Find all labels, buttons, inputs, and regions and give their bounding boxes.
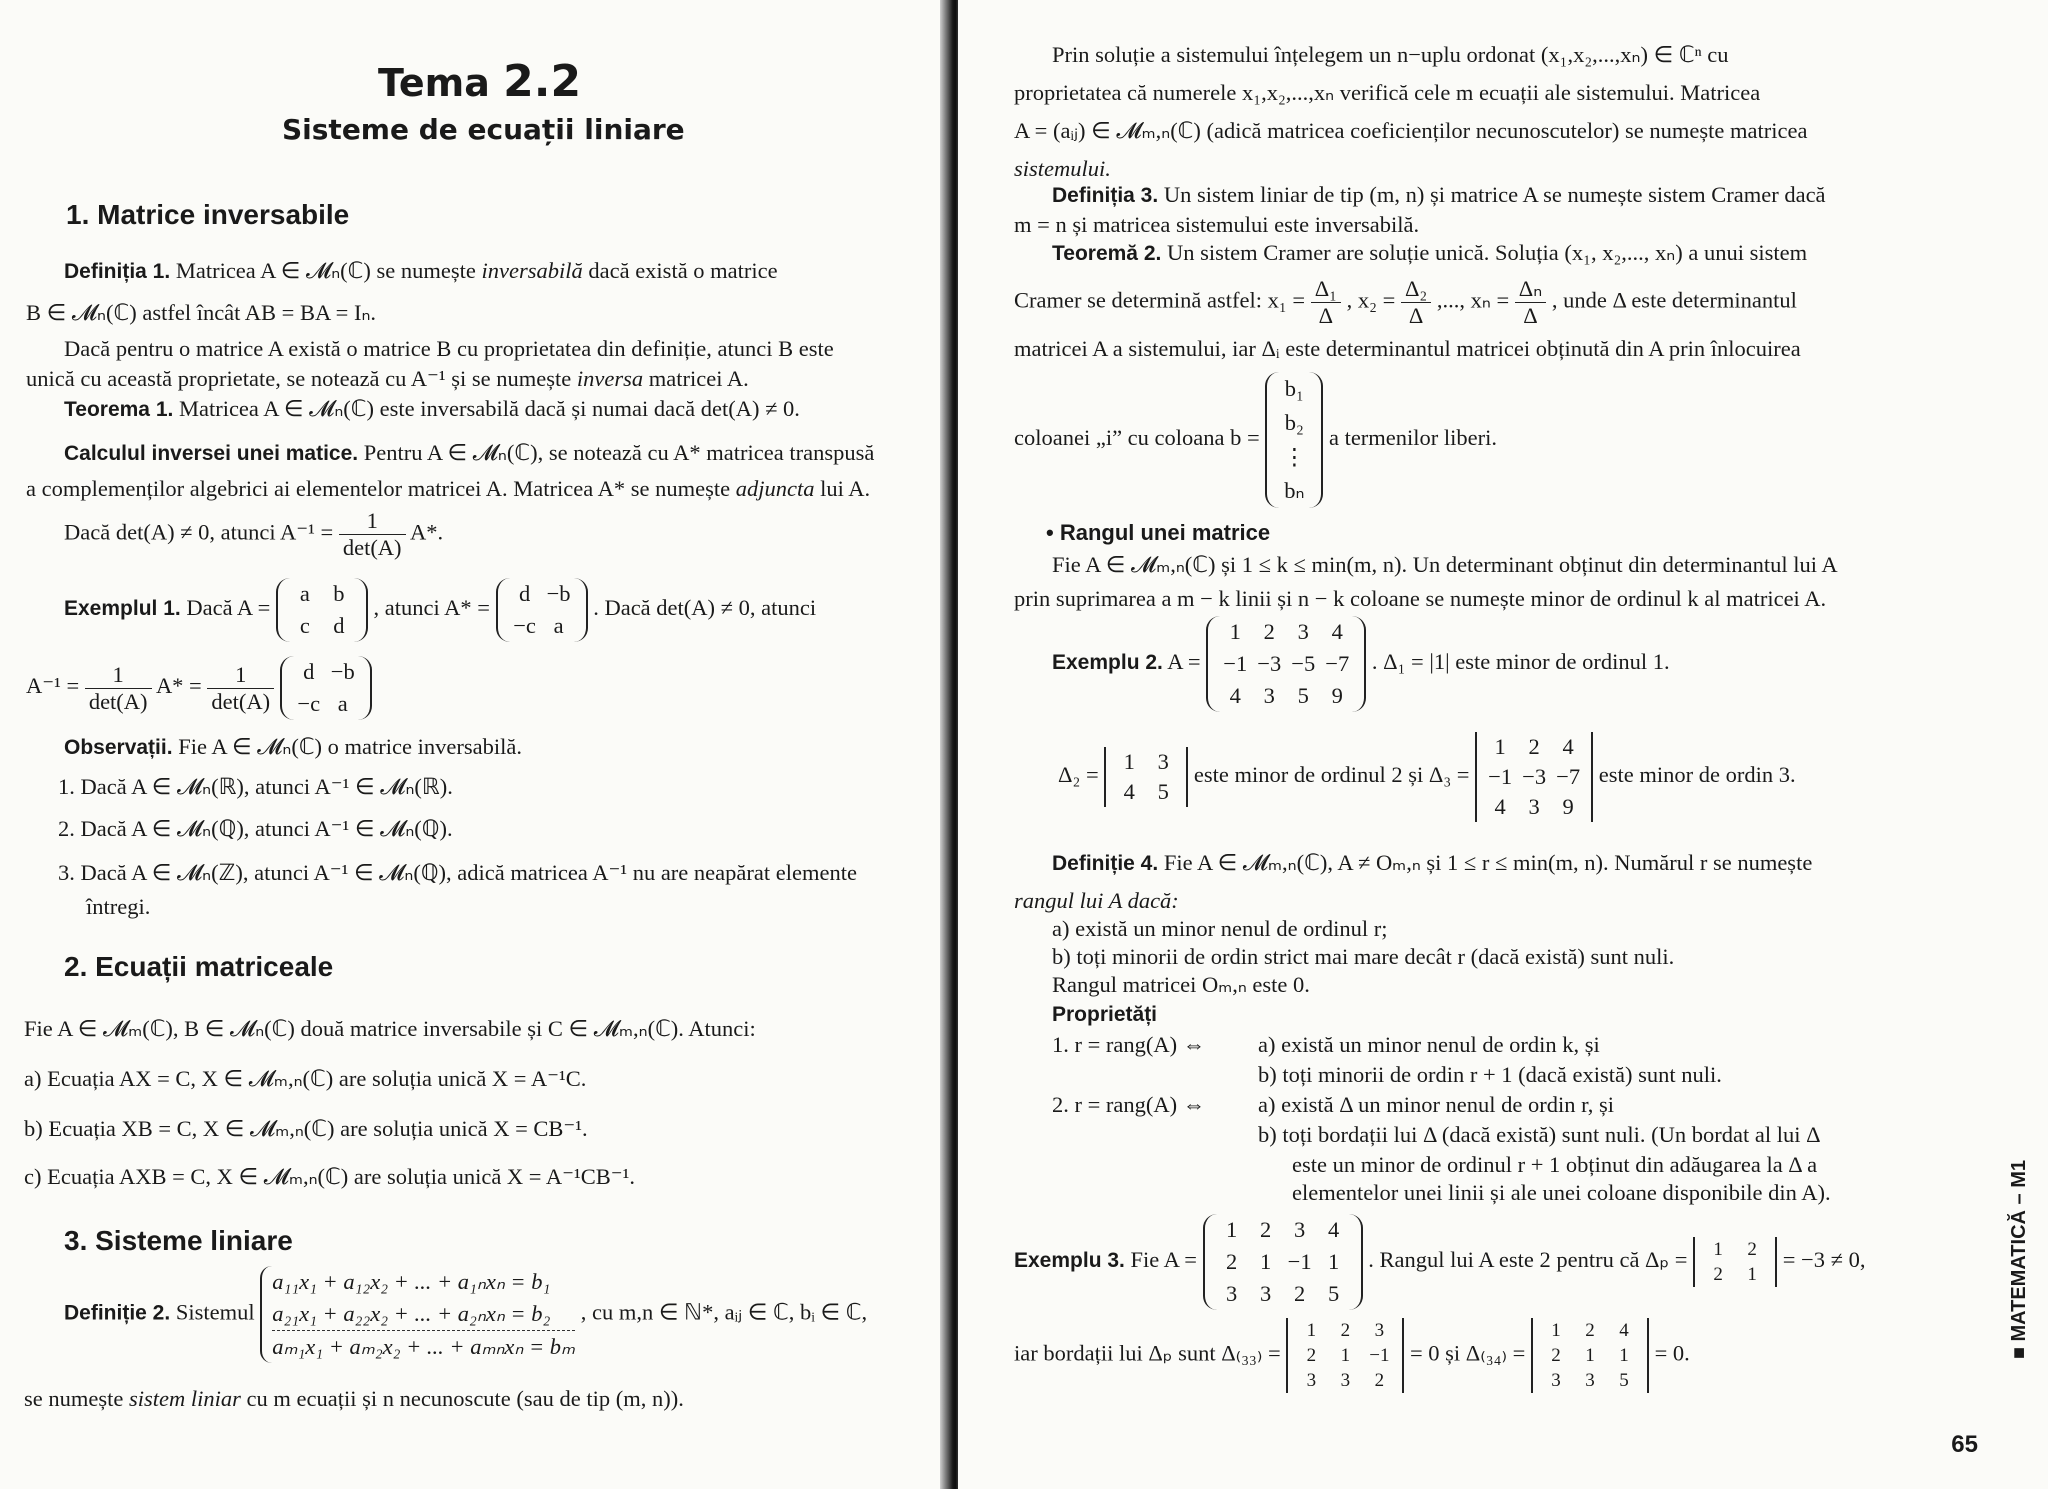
matrix-cell: 5 <box>1157 779 1169 804</box>
definition-4-text: Fie A ∈ 𝓜ₘ,ₙ(ℂ), A ≠ Oₘ,ₙ și 1 ≤ r ≤ min(m, n). Numărul r se numește <box>1163 850 1813 875</box>
matrix-cell: 5 <box>1297 683 1309 708</box>
matrix-cell: −7 <box>1556 764 1581 789</box>
observations-label: Observații. <box>64 736 173 759</box>
matrix-cell: 1 <box>1713 1239 1723 1260</box>
matrix-cell: 3 <box>1225 1281 1238 1306</box>
column-replacement-pre: coloanei „i” cu coloana b = <box>1014 425 1260 451</box>
property-2-a: a) există Δ un minor nenul de ordin r, și <box>1258 1092 1615 1117</box>
inverse-fraction-3 <box>207 662 274 715</box>
definition-1-label: Definiția 1. <box>64 260 171 283</box>
matrix-cell: 4 <box>1229 683 1241 708</box>
inverse-formula <box>64 508 443 561</box>
matrix-cell: 2 <box>1259 1217 1272 1242</box>
definition-3-label: Definiția 3. <box>1052 184 1159 207</box>
matrix-A <box>276 578 368 642</box>
example-2-label: Exemplu 2. <box>1052 651 1163 675</box>
matrix-cell: 1 <box>1306 1320 1317 1341</box>
cramer-mid-1: , x₂ = <box>1346 287 1396 313</box>
matrix-row <box>1701 1262 1769 1287</box>
matrix-cell: −7 <box>1325 651 1350 676</box>
theorem-2 <box>1052 238 1807 269</box>
matrix-adjoint <box>496 578 588 642</box>
example-3-matrix <box>1203 1214 1363 1310</box>
tema-word: Tema <box>378 61 490 105</box>
left-page <box>0 0 948 1489</box>
observation-2: 2. Dacă A ∈ 𝓜ₙ(ℚ), atunci A⁻¹ ∈ 𝓜ₙ(ℚ). <box>58 816 453 841</box>
matrix-row <box>1539 1368 1641 1393</box>
cramer-fraction-2 <box>1401 276 1431 329</box>
solution-paragraph-1: Prin soluție a sistemului înțelegem un n−uplu ordonat (x₁,x₂,...,xₙ) ∈ ℂⁿ cu <box>1052 42 1729 67</box>
matrix-cell: 2 <box>1747 1239 1757 1260</box>
matrix-cell: a <box>337 691 348 716</box>
example-1-inverse <box>26 656 372 720</box>
example-2-post: . Δ₁ = |1| este minor de ordinul 1. <box>1371 649 1670 675</box>
definition-3-line2: m = n și matricea sistemului este inversabilă. <box>1014 212 1420 237</box>
theorem-1-text: Matricea A ∈ 𝓜ₙ(ℂ) este inversabilă dacă și numai dacă det(A) ≠ 0. <box>178 396 800 421</box>
matrix-cell: −c <box>297 691 321 716</box>
matrix-cell: −c <box>513 613 536 638</box>
fraction-numerator: Δ₂ <box>1401 276 1431 303</box>
property-2-c: este un minor de ordinul r + 1 obținut din adăugarea la Δ a <box>1292 1152 1818 1177</box>
free-terms-vector <box>1265 372 1323 508</box>
matrix-row <box>1539 1343 1641 1368</box>
matrix-cell: a <box>553 613 564 638</box>
definition-1-term: inversabilă <box>481 258 583 283</box>
definition-2-label: Definiție 2. <box>64 1301 171 1325</box>
definition-2 <box>64 1266 867 1363</box>
paragraph-inverse-2 <box>26 364 749 394</box>
lesson-title <box>378 56 582 107</box>
matrix-cell: 9 <box>1331 683 1343 708</box>
matrix-cell: 2 <box>1528 734 1540 759</box>
minor-order-2 <box>1104 747 1188 807</box>
matrix-cell: 3 <box>1528 794 1540 819</box>
matrix-cell: 4 <box>1619 1320 1629 1341</box>
matrix-row <box>1215 1246 1351 1278</box>
border-minor-33 <box>1286 1318 1404 1393</box>
matrix-cell: 1 <box>1229 619 1241 644</box>
matrix-cell: 3 <box>1259 1281 1272 1306</box>
definition-1-text: Matricea A ∈ 𝓜ₙ(ℂ) se numește <box>175 258 476 283</box>
matrix-cell: 2 <box>1306 1345 1317 1366</box>
matrix-equation-c: c) Ecuația AXB = C, X ∈ 𝓜ₘ,ₙ(ℂ) are soluția unică X = A⁻¹CB⁻¹. <box>24 1164 636 1189</box>
matrix-row <box>1215 1214 1351 1246</box>
column-replacement-post: a termenilor liberi. <box>1328 425 1498 451</box>
matrix-cell: −b <box>546 581 571 606</box>
observation-3-end: întregi. <box>86 894 151 919</box>
matrix-row <box>1294 1343 1396 1368</box>
fraction-numerator: 1 <box>339 508 406 535</box>
solution-paragraph-2: proprietatea că numerele x₁,x₂,...,xₙ verifică cele m ecuații ale sistemului. Matricea <box>1014 80 1761 105</box>
example-1-text: Dacă A = <box>186 595 271 621</box>
theorem-2-label: Teoremă 2. <box>1052 242 1162 265</box>
example-3-label: Exemplu 3. <box>1014 1249 1125 1273</box>
definition-4-line2: rangul lui A dacă: <box>1014 888 1179 913</box>
rank-paragraph-2: prin suprimarea a m − k linii și n − k coloane se numește minor de ordinul k al matricei A. <box>1014 586 1827 611</box>
matrix-cell: 1 <box>1123 749 1135 774</box>
borders-mid: = 0 și Δ₍₃₄₎ = <box>1409 1340 1526 1366</box>
matrix-cell: 2 <box>1225 1249 1238 1274</box>
system-row-2: a₂₁x₁ + a₂₂x₂ + ... + a₂ₙxₙ = b₂ <box>272 1298 575 1331</box>
matrix-cell: 3 <box>1585 1370 1595 1391</box>
matrix-cell: −b <box>330 659 355 684</box>
matrix-row <box>1277 406 1311 440</box>
fraction-denominator: det(A) <box>88 688 148 714</box>
matrix-cell: 4 <box>1562 734 1574 759</box>
section-heading-2: 2. Ecuații matriceale <box>64 951 334 982</box>
matrix-row <box>1483 792 1585 822</box>
matrix-cell: bₙ <box>1284 478 1305 503</box>
example-1-inverse-mid: A* = <box>155 673 202 699</box>
matrix-cell: ⋮ <box>1283 444 1306 469</box>
matrix-cell: 2 <box>1713 1264 1723 1285</box>
property-2: 2. r = rang(A) ⇔ <box>1052 1092 1206 1117</box>
calc-inverse-label: Calculul inversei unei matice. <box>64 442 359 465</box>
column-replacement <box>1014 372 1497 508</box>
matrix-cell: 5 <box>1327 1281 1340 1306</box>
right-page <box>958 0 2048 1489</box>
matrix-cell: −1 <box>1223 651 1248 676</box>
example-3 <box>1014 1214 1865 1310</box>
matrix-row <box>1483 762 1585 792</box>
lesson-subtitle: Sisteme de ecuații liniare <box>282 113 685 146</box>
system-row-m: aₘ₁x₁ + aₘ₂x₂ + ... + aₘₙxₙ = bₘ <box>272 1334 576 1359</box>
matrix-cell: 1 <box>1585 1345 1595 1366</box>
fraction-numerator: 1 <box>85 662 152 689</box>
tema-number: 2.2 <box>503 56 582 107</box>
cramer-mid-2: ,..., xₙ = <box>1436 287 1510 313</box>
observations-text: Fie A ∈ 𝓜ₙ(ℂ) o matrice inversabilă. <box>178 734 522 759</box>
definition-4-item-b: b) toți minorii de ordin strict mai mare decât r (dacă există) sunt nuli. <box>1052 944 1675 969</box>
definition-2-text: Sistemul <box>175 1299 255 1325</box>
matrix-row <box>1294 1368 1396 1393</box>
example-2-end: este minor de ordin 3. <box>1598 762 1796 788</box>
matrix-adjoint-copy <box>280 656 372 720</box>
matrix-cell: −3 <box>1522 764 1547 789</box>
calc-inverse-text: Pentru A ∈ 𝓜ₙ(ℂ), se notează cu A* matricea transpusă <box>363 440 875 465</box>
fraction-numerator: 1 <box>207 662 274 689</box>
theorem-2-text: Un sistem Cramer are soluție unică. Soluția (x₁, x₂,..., xₙ) a unui sistem <box>1166 240 1808 265</box>
matrix-row <box>1112 777 1180 807</box>
calc-inverse-line2 <box>26 474 870 504</box>
example-1 <box>64 578 816 642</box>
matrix-row <box>1218 648 1354 680</box>
theorem-1-label: Teorema 1. <box>64 398 174 421</box>
solution-paragraph-3: A = (aᵢⱼ) ∈ 𝓜ₘ,ₙ(ℂ) (adică matricea coeficienților necunoscutelor) se numește matricea <box>1014 118 1808 143</box>
cramer-fraction-n <box>1515 276 1546 329</box>
matrix-row <box>1277 372 1311 406</box>
page-number: 65 <box>1951 1431 1978 1458</box>
adjoint-term: adjuncta <box>735 476 815 501</box>
matrix-row <box>1277 440 1311 474</box>
example-3-borders <box>1014 1318 1690 1393</box>
definition-2-end <box>24 1384 684 1414</box>
matrix-row <box>508 578 576 610</box>
matrix-row <box>288 610 356 642</box>
border-minor-34 <box>1531 1318 1649 1393</box>
matrix-cell: b₂ <box>1284 410 1304 435</box>
matrix-row <box>1294 1318 1396 1343</box>
borders-pre: iar bordații lui Δₚ sunt Δ₍₃₃₎ = <box>1014 1340 1281 1366</box>
inverse-formula-post: A*. <box>409 519 444 545</box>
fraction-denominator: det(A) <box>211 688 271 714</box>
calc-inverse-end: lui A. <box>820 476 871 501</box>
linear-system-term: sistem liniar <box>128 1386 241 1411</box>
matrix-row <box>1215 1278 1351 1310</box>
definition-1 <box>64 256 778 287</box>
matrix-row <box>1277 474 1311 508</box>
definition-2-conditions: , cu m,n ∈ ℕ*, aᵢⱼ ∈ ℂ, bᵢ ∈ ℂ, <box>580 1299 868 1325</box>
matrix-cell: 3 <box>1297 619 1309 644</box>
calc-inverse-text2: a complemenților algebrici ai elementelor matricei A. Matricea A* se numește <box>26 476 731 501</box>
matrix-row <box>1218 680 1354 712</box>
fraction-denominator: Δ <box>1523 303 1538 328</box>
matrix-cell: d <box>333 613 345 638</box>
subject-sidebar-label: ■ MATEMATICĂ – M1 <box>2008 1160 2030 1360</box>
matrix-cell: b₁ <box>1284 376 1304 401</box>
example-1-end: . Dacă det(A) ≠ 0, atunci <box>593 595 817 621</box>
calc-inverse <box>64 438 874 469</box>
matrix-row <box>1701 1237 1769 1262</box>
fraction-denominator: Δ <box>1318 303 1334 328</box>
fraction-denominator: det(A) <box>342 535 402 560</box>
theorem-1 <box>64 394 800 425</box>
example-3-post: . Rangul lui A este 2 pentru că Δₚ = <box>1368 1247 1688 1273</box>
matrix-cell: −1 <box>1369 1345 1390 1366</box>
matrix-row <box>1112 747 1180 777</box>
property-1-b: b) toți minorii de ordin r + 1 (dacă există) sunt nuli. <box>1258 1062 1722 1087</box>
matrix-equation-b: b) Ecuația XB = C, X ∈ 𝓜ₘ,ₙ(ℂ) are soluția unică X = CB⁻¹. <box>24 1116 588 1141</box>
matrix-cell: 3 <box>1340 1370 1351 1391</box>
matrix-cell: d <box>518 581 531 606</box>
matrix-cell: 9 <box>1562 794 1574 819</box>
matrix-cell: 3 <box>1263 683 1275 708</box>
matrix-cell: 1 <box>1327 1249 1340 1274</box>
example-2-matrix <box>1206 616 1366 712</box>
inverse-formula-pre: Dacă det(A) ≠ 0, atunci A⁻¹ = <box>64 519 334 545</box>
matrix-cell: 1 <box>1747 1264 1757 1285</box>
matrix-cell: −1 <box>1287 1249 1312 1274</box>
matrix-cell: 1 <box>1619 1345 1629 1366</box>
paragraph-inverse-1: Dacă pentru o matrice A există o matrice B cu proprietatea din definiție, atunci B este <box>64 336 834 361</box>
matrix-cell: 4 <box>1327 1217 1340 1242</box>
section-heading-1: 1. Matrice inversabile <box>66 199 350 230</box>
matrix-row <box>1218 616 1354 648</box>
solution-paragraph-4: sistemului. <box>1014 156 1111 181</box>
cramer-pre: Cramer se determină astfel: x₁ = <box>1014 287 1306 313</box>
rank-heading: • Rangul unei matrice <box>1046 520 1271 545</box>
matrix-cell: 3 <box>1157 749 1169 774</box>
matrix-cell: 2 <box>1263 619 1275 644</box>
borders-end: = 0. <box>1654 1340 1690 1366</box>
matrix-cell: 3 <box>1374 1320 1385 1341</box>
matrix-cell: 1 <box>1551 1320 1561 1341</box>
minor-order-3 <box>1475 732 1593 822</box>
inverse-term: inversa <box>576 366 644 391</box>
cramer-post: , unde Δ este determinantul <box>1551 287 1797 313</box>
definition-4-zero-rank: Rangul matricei Oₘ,ₙ este 0. <box>1052 972 1310 997</box>
observation-3: 3. Dacă A ∈ 𝓜ₙ(ℤ), atunci A⁻¹ ∈ 𝓜ₙ(ℚ), adică matricea A⁻¹ nu are neapărat elemente <box>58 860 857 885</box>
definition-1-text-end: dacă există o matrice <box>588 258 778 283</box>
matrix-cell: d <box>303 659 315 684</box>
section-heading-3: 3. Sisteme liniare <box>64 1225 293 1256</box>
properties-heading: Proprietăți <box>1052 1003 1158 1026</box>
example-2-mid: este minor de ordinul 2 și Δ₃ = <box>1193 762 1470 788</box>
example-2: Exemplu 2. A = 1 2 3 4 −1 −3 −5 −7 4 3 5 9 . Δ₁ = |1| este minor de ordinul 1. <box>1052 616 1670 712</box>
property-2-d: elementelor unei linii și ale unei coloane disponibile din A). <box>1292 1180 1831 1205</box>
matrix-equation-a: a) Ecuația AX = C, X ∈ 𝓜ₘ,ₙ(ℂ) are soluția unică X = A⁻¹C. <box>24 1066 587 1091</box>
cramer-fraction-1 <box>1311 276 1341 329</box>
observations <box>64 732 522 763</box>
delta-p-value: = −3 ≠ 0, <box>1782 1247 1866 1273</box>
matrix-cell: 2 <box>1585 1320 1595 1341</box>
definition-4 <box>1052 848 1812 879</box>
definition-2-end-text: se numește <box>24 1386 124 1411</box>
property-2-b: b) toți bordații lui Δ (dacă există) sunt nuli. (Un bordat al lui Δ <box>1258 1122 1821 1147</box>
paragraph-inverse-text: unică cu această proprietate, se notează cu A⁻¹ și se numește <box>26 366 572 391</box>
matrix-cell: 1 <box>1259 1249 1272 1274</box>
matrix-cell: 5 <box>1619 1370 1629 1391</box>
matrix-row <box>1539 1318 1641 1343</box>
definition-2-end-tail: cu m ecuații și n necunoscute (sau de tip (m, n)). <box>246 1386 684 1411</box>
property-1: 1. r = rang(A) ⇔ <box>1052 1032 1206 1057</box>
matrix-cell: 3 <box>1293 1217 1306 1242</box>
matrix-cell: b <box>333 581 345 606</box>
matrix-cell: −5 <box>1291 651 1316 676</box>
system-row-1: a₁₁x₁ + a₁₂x₂ + ... + a₁ₙxₙ = b₁ <box>272 1269 551 1294</box>
matrix-cell: 4 <box>1494 794 1506 819</box>
matrix-cell: 3 <box>1306 1370 1317 1391</box>
linear-system <box>260 1266 575 1363</box>
fraction-numerator: Δ₁ <box>1311 276 1341 303</box>
inverse-fraction <box>339 508 406 561</box>
definition-3-text: Un sistem liniar de tip (m, n) și matrice A se numește sistem Cramer dacă <box>1163 182 1826 207</box>
matrix-cell: 2 <box>1293 1281 1306 1306</box>
matrix-cell: −1 <box>1488 764 1513 789</box>
fraction-numerator: Δₙ <box>1515 276 1546 303</box>
observation-1: 1. Dacă A ∈ 𝓜ₙ(ℝ), atunci A⁻¹ ∈ 𝓜ₙ(ℝ). <box>58 774 453 799</box>
example-2-minors: Δ₂ = 1 3 4 5 este minor de ordinul 2 și Δ₃ = 1 2 4 −1 −3 −7 4 3 9 este minor de ordin 3. <box>1058 732 1796 822</box>
cramer-formula <box>1014 276 1797 329</box>
matrix-cell: c <box>299 613 310 638</box>
matrix-cell: 1 <box>1225 1217 1238 1242</box>
definition-4-item-a: a) există un minor nenul de ordinul r; <box>1052 916 1388 941</box>
fraction-denominator: Δ <box>1408 303 1424 328</box>
matrix-cell: 1 <box>1340 1345 1351 1366</box>
matrix-cell: a <box>299 581 310 606</box>
paragraph-inverse-end: matricei A. <box>648 366 749 391</box>
inverse-fraction-2 <box>85 662 152 715</box>
definition-1-line2: B ∈ 𝓜ₙ(ℂ) astfel încât AB = BA = Iₙ. <box>26 300 377 325</box>
definition-4-label: Definiție 4. <box>1052 852 1159 875</box>
matrix-cell: 3 <box>1551 1370 1561 1391</box>
minor-delta-p <box>1693 1237 1777 1287</box>
matrix-cell: 4 <box>1331 619 1343 644</box>
matrix-row <box>508 610 576 642</box>
matrix-cell: 2 <box>1340 1320 1351 1341</box>
matrix-cell: 2 <box>1551 1345 1561 1366</box>
matrix-row <box>1483 732 1585 762</box>
matrix-row <box>292 656 360 688</box>
matrix-cell: 1 <box>1494 734 1506 759</box>
matrix-equations-intro: Fie A ∈ 𝓜ₘ(ℂ), B ∈ 𝓜ₙ(ℂ) două matrice inversabile și C ∈ 𝓜ₘ,ₙ(ℂ). Atunci: <box>24 1016 756 1041</box>
definition-3 <box>1052 180 1826 211</box>
matrix-cell: −3 <box>1257 651 1282 676</box>
matrix-cell: 2 <box>1374 1370 1385 1391</box>
example-1-mid: , atunci A* = <box>373 595 490 621</box>
property-1-a: a) există un minor nenul de ordin k, și <box>1258 1032 1600 1057</box>
matrix-row <box>288 578 356 610</box>
example-3-text: Fie A = <box>1130 1247 1197 1273</box>
cramer-explanation: matricei A a sistemului, iar Δᵢ este determinantul matricei obținută din A prin înlocuirea <box>1014 336 1801 361</box>
matrix-cell: 4 <box>1123 779 1135 804</box>
rank-paragraph-1: Fie A ∈ 𝓜ₘ,ₙ(ℂ) și 1 ≤ k ≤ min(m, n). Un determinant obținut din determinantul lui A <box>1052 552 1838 577</box>
example-1-label: Exemplul 1. <box>64 597 181 621</box>
matrix-row <box>292 688 360 720</box>
example-1-inverse-pre: A⁻¹ = <box>26 673 80 699</box>
